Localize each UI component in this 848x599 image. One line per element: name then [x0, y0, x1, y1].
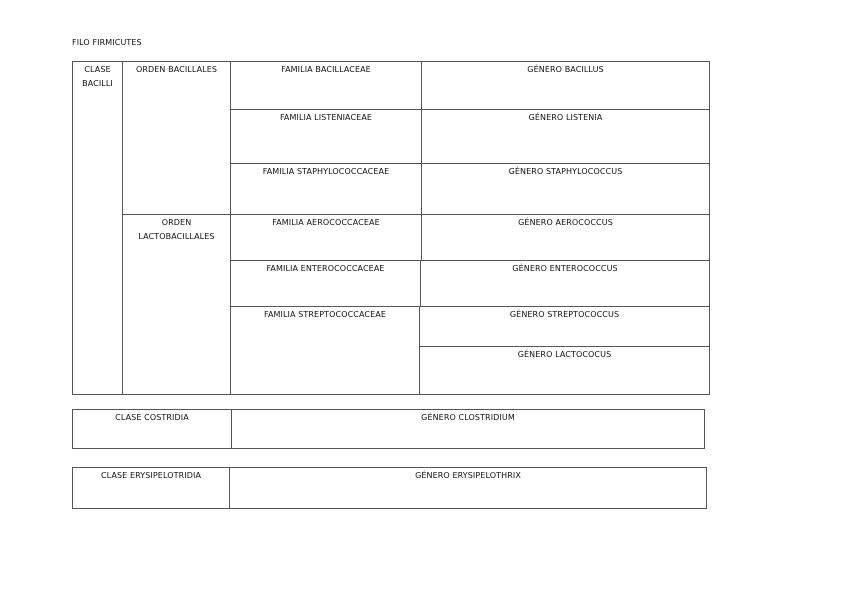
genero-erysipelothrix-label: GÉNERO ERYSIPELOTHRIX — [415, 471, 521, 480]
familia-label: FAMILIA BACILLACEAE — [281, 65, 371, 74]
genero-cell — [229, 467, 707, 509]
genero-cell — [419, 346, 710, 395]
clase-erysipelotridia-label: CLASE ERYSIPELOTRIDIA — [100, 471, 202, 480]
genero-label: GÉNERO STREPTOCOCCUS — [509, 310, 620, 319]
clase-cell — [72, 61, 123, 395]
familia-cell — [230, 260, 421, 307]
genero-cell — [231, 409, 705, 449]
familia-cell — [230, 61, 422, 110]
orden-cell — [122, 214, 231, 395]
familia-label: FAMILIA ENTEROCOCCACEAE — [266, 264, 385, 273]
orden-bacillales-label: ORDEN BACILLALES — [135, 65, 218, 74]
genero-clostridium-label: GÉNERO CLOSTRIDIUM — [421, 413, 515, 422]
genero-label: GÉNERO STAPHYLOCOCCUS — [508, 167, 623, 176]
genero-cell — [420, 260, 710, 307]
familia-label: FAMILIA STAPHYLOCOCCACEAE — [262, 167, 390, 176]
genero-label: GÉNERO ENTEROCOCCUS — [512, 264, 618, 273]
familia-label: FAMILIA LISTENIACEAE — [279, 113, 373, 122]
genero-label: GÉNERO BACILLUS — [527, 65, 604, 74]
clase-cell — [72, 409, 232, 449]
clase-cell — [72, 467, 230, 509]
familia-cell — [230, 306, 420, 395]
page-title: FILO FIRMICUTES — [72, 38, 142, 47]
orden-lactobacillales-label: ORDEN LACTOBACILLALES — [138, 218, 215, 241]
genero-label: GÉNERO LISTENIA — [528, 113, 603, 122]
clase-costridia-label: CLASE COSTRIDIA — [115, 413, 189, 422]
clase-bacilli-label: CLASE BACILLI — [82, 65, 113, 88]
genero-label: GÉNERO AEROCOCCUS — [518, 218, 613, 227]
familia-label: FAMILIA AEROCOCCACEAE — [272, 218, 380, 227]
genero-cell — [421, 109, 710, 164]
genero-cell — [421, 214, 710, 261]
genero-cell — [419, 306, 710, 347]
familia-label: FAMILIA STREPTOCOCCACEAE — [264, 310, 386, 319]
familia-cell — [230, 163, 422, 215]
genero-cell — [421, 61, 710, 110]
genero-cell — [421, 163, 710, 215]
genero-label: GÉNERO LACTOCOCUS — [517, 350, 612, 359]
orden-cell — [122, 61, 231, 215]
familia-cell — [230, 109, 422, 164]
familia-cell — [230, 214, 422, 261]
